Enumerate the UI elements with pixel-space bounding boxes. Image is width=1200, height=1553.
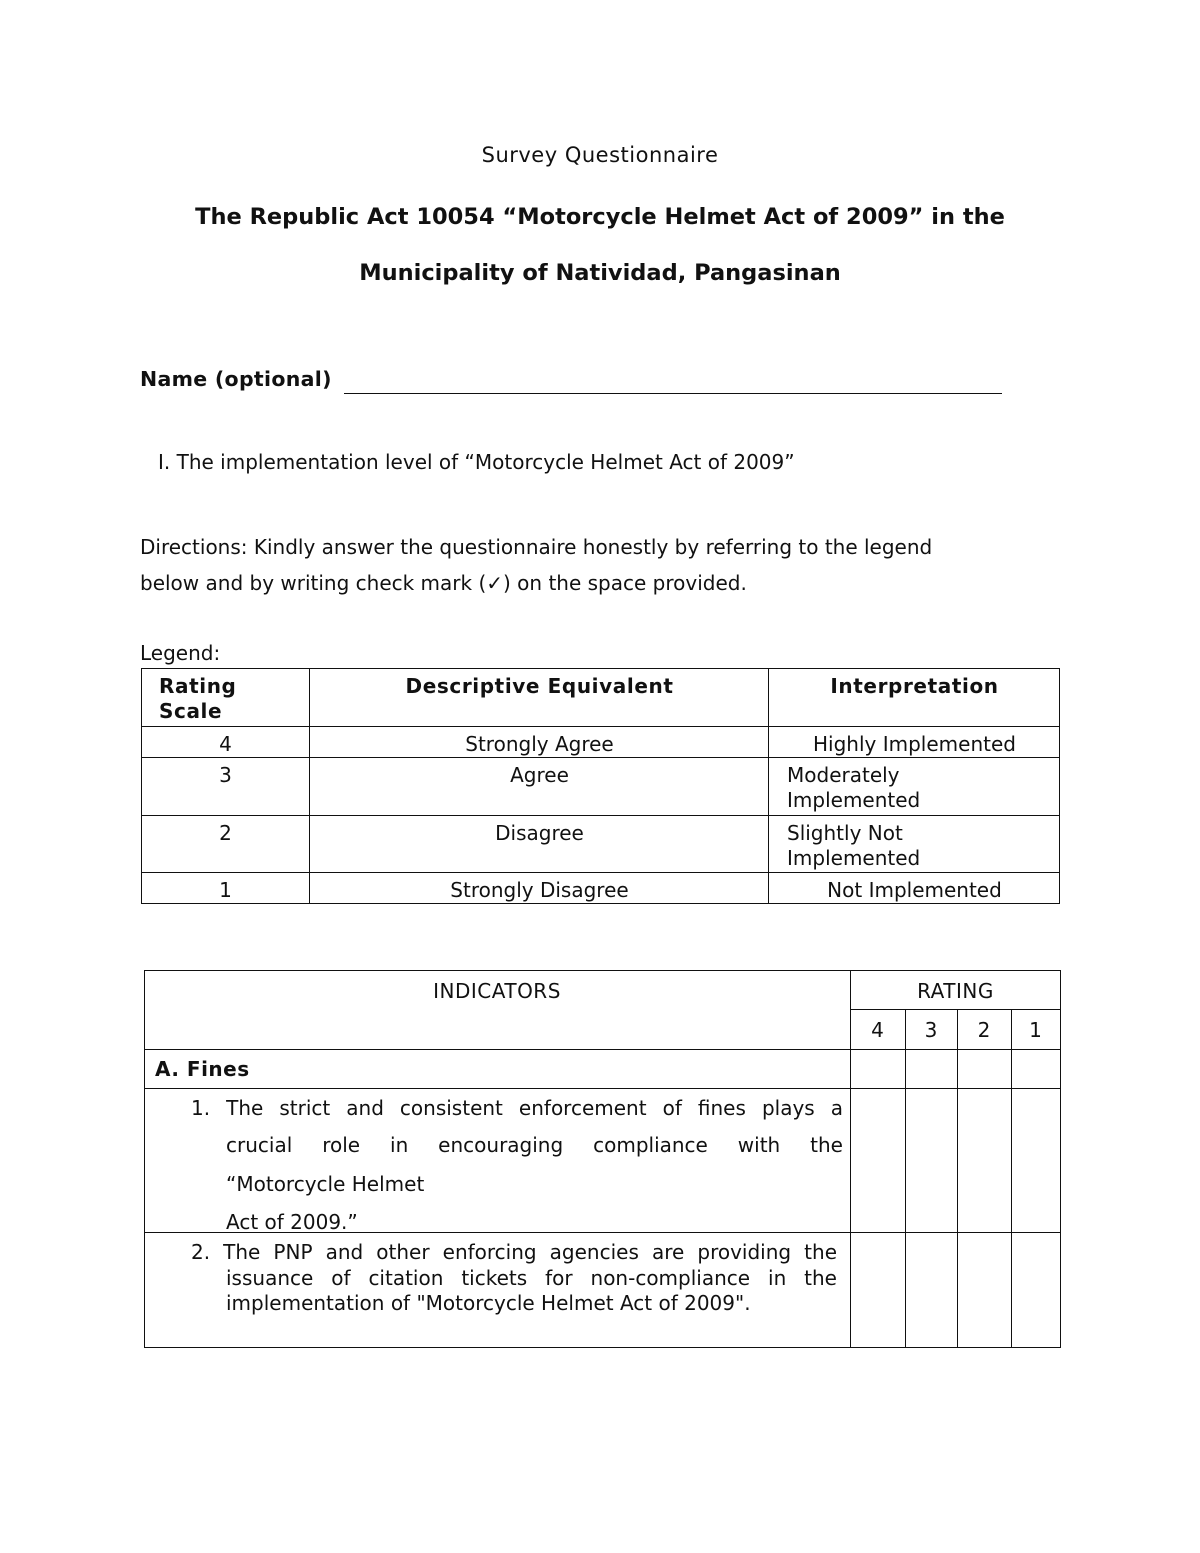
indicator-1-line-4: Act of 2009.” [226,1210,358,1234]
legend-scale-value: 2 [219,821,232,845]
rating-cell[interactable] [1012,1233,1060,1347]
name-field-label: Name (optional) [140,367,332,391]
table-rule [144,1347,1061,1348]
table-rule [850,1009,1061,1010]
rating-cell[interactable] [851,1233,905,1347]
legend-descriptive-value: Strongly Agree [465,732,614,756]
category-fines: A. Fines [155,1057,250,1081]
rating-cell[interactable] [851,1089,905,1232]
rating-cell[interactable] [958,1089,1011,1232]
rating-column-2: 2 [977,1018,991,1042]
rating-cell[interactable] [906,1089,957,1232]
legend-descriptive-value: Agree [510,763,569,787]
indicator-1-line-1: 1. The strict and consistent enforcement of fines plays a [191,1096,843,1120]
rating-column-4: 4 [871,1018,884,1042]
rating-cell[interactable] [1012,1050,1060,1088]
legend-interpretation-line-1: Slightly Not [787,821,903,845]
table-rule [144,970,145,1348]
rating-cell[interactable] [906,1233,957,1347]
legend-interpretation-line-2: Implemented [787,788,921,812]
legend-scale-value: 4 [219,732,232,756]
legend-header-rating-line-1: Rating [159,674,237,698]
rating-cell[interactable] [1012,1089,1060,1232]
directions-text [140,529,1040,601]
indicator-1-line-2: crucial role in encouraging compliance with the [226,1133,843,1157]
legend-descriptive-value: Strongly Disagree [450,878,629,902]
section-heading: I. The implementation level of “Motorcycle Helmet Act of 2009” [158,450,795,474]
legend-scale-value: 3 [219,763,232,787]
table-rule [1060,970,1061,1348]
document-title-line-1: The Republic Act 10054 “Motorcycle Helmet Act of 2009” in the [195,204,1005,230]
rating-cell[interactable] [906,1050,957,1088]
legend-label: Legend: [140,641,221,665]
document-title-line-2: Municipality of Natividad, Pangasinan [359,260,841,286]
indicator-2-line-1: 2. The PNP and other enforcing agencies are providing the [191,1240,837,1264]
legend-interpretation-value: Not Implemented [827,878,1002,902]
legend-scale-value: 1 [219,878,232,902]
indicator-2-line-3: implementation of "Motorcycle Helmet Act of 2009". [226,1291,751,1315]
legend-interpretation-value [787,821,920,871]
legend-interpretation-value [787,763,920,813]
indicator-1-line-3: “Motorcycle Helmet [226,1172,425,1196]
legend-header-rating-scale [159,674,236,724]
rating-cell[interactable] [851,1050,905,1088]
legend-interpretation-value: Highly Implemented [813,732,1016,756]
rating-cell[interactable] [958,1233,1011,1347]
legend-table [141,668,1060,904]
legend-interpretation-line-2: Implemented [787,846,921,870]
table-rule [144,970,1061,971]
legend-header-rating-line-2: Scale [159,699,223,723]
legend-interpretation-line-1: Moderately [787,763,900,787]
legend-descriptive-value: Disagree [495,821,584,845]
legend-header-interpretation: Interpretation [830,674,999,698]
legend-header-descriptive: Descriptive Equivalent [405,674,674,698]
rating-column-1: 1 [1029,1018,1042,1042]
directions-line-1: Directions: Kindly answer the questionnaire honestly by referring to the legend [140,535,933,559]
document-subtitle: Survey Questionnaire [481,143,719,167]
name-field-blank[interactable] [344,393,1002,394]
rating-cell[interactable] [958,1050,1011,1088]
rating-column-3: 3 [924,1018,938,1042]
directions-line-2: below and by writing check mark (✓) on the space provided. [140,571,747,595]
indicator-2-line-2: issuance of citation tickets for non-compliance in the [226,1266,837,1290]
indicators-header: INDICATORS [433,979,561,1003]
indicators-table [144,970,1061,1349]
rating-header: RATING [917,979,994,1003]
